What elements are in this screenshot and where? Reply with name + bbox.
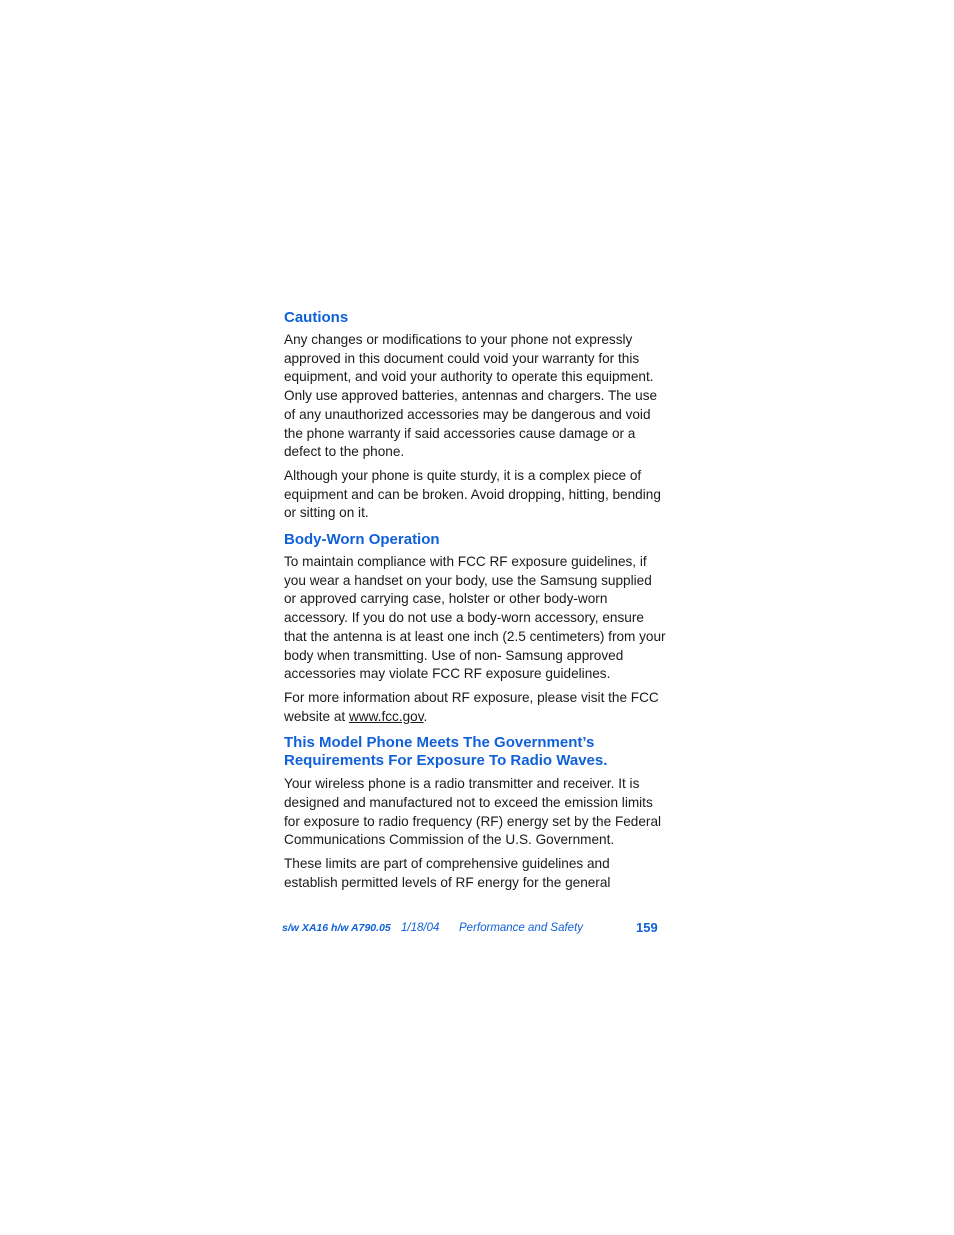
heading-line-2: Requirements For Exposure To Radio Waves. xyxy=(284,752,608,770)
page-content xyxy=(284,309,666,898)
page-footer xyxy=(282,920,662,938)
page-number: 159 xyxy=(636,920,658,935)
section-heading-government-requirements xyxy=(284,734,666,770)
body-worn-paragraph-1: To maintain compliance with FCC RF exposure guidelines, if you wear a handset on your body, use the Samsung supplied or approved carrying case, holster or other body-worn accessory. If you do not use a body-worn accessory, ensure that the antenna is at least one inch (2.5 centimeters) from your body when transmitting. Use of non- Samsung approved accessories may violate FCC RF exposure guidelines. xyxy=(284,554,666,682)
cautions-paragraph-2: Although your phone is quite sturdy, it is a complex piece of equipment and can be broken. Avoid dropping, hitting, bending or sitting on it. xyxy=(284,467,661,521)
footer-date: 1/18/04 xyxy=(401,922,440,934)
section-heading-body-worn: Body-Worn Operation xyxy=(284,531,440,549)
footer-version-info: s/w XA16 h/w A790.05 xyxy=(282,922,391,934)
fcc-info-period: . xyxy=(423,708,428,724)
footer-section-title: Performance and Safety xyxy=(459,922,584,934)
section-heading-cautions: Cautions xyxy=(284,309,349,326)
fcc-info-paragraph xyxy=(284,689,666,726)
fcc-info-text: For more information about RF exposure, please visit the FCC website at xyxy=(284,689,659,724)
requirements-paragraph-1: Your wireless phone is a radio transmitter and receiver. It is designed and manufactured not to exceed the emission limits for exposure to radio frequency (RF) energy set by the Federal Communications Commission of the U.S. Government. xyxy=(284,776,662,848)
cautions-paragraph-1: Any changes or modifications to your phone not expressly approved in this document could void your warranty for this equipment, and void your authority to operate this equipment. Only use approved batteries, antennas and chargers. The use of any unauthorized accessories may be dangerous and void the phone warranty if said accessories cause damage or a defect to the phone. xyxy=(284,332,658,460)
heading-line-1: This Model Phone Meets The Government’s xyxy=(284,734,595,752)
fcc-website-link[interactable]: www.fcc.gov xyxy=(348,708,424,724)
requirements-paragraph-2: These limits are part of comprehensive guidelines and establish permitted levels of RF energy for the general xyxy=(284,856,611,890)
